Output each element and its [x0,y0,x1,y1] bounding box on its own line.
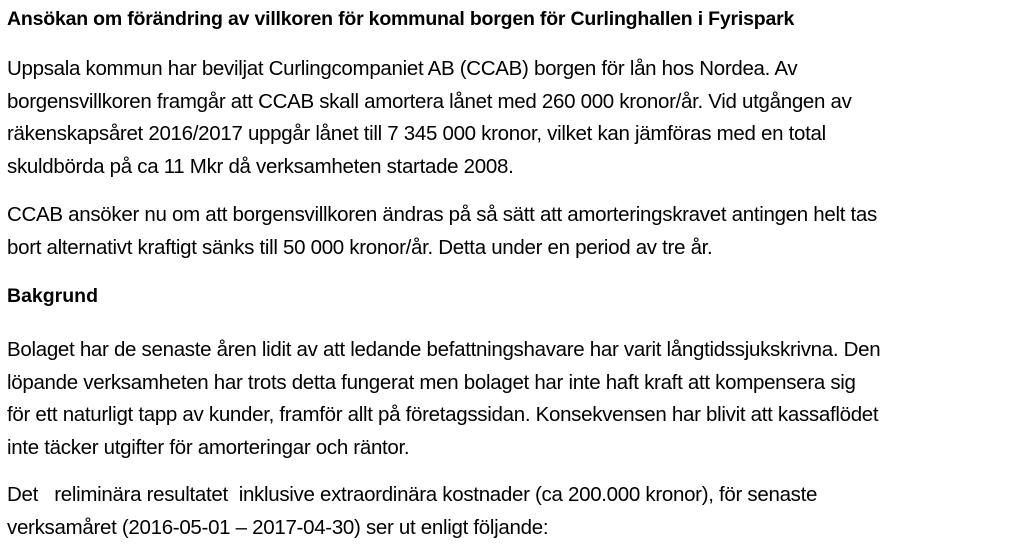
text-line: inte täcker utgifter för amorteringar och räntor. [7,432,880,465]
document-title: Ansökan om förändring av villkoren för kommunal borgen för Curlinghallen i Fyrispark [7,6,794,32]
text-line: borgensvillkoren framgår att CCAB skall amortera lånet med 260 000 kronor/år. Vid utgången av [7,86,852,119]
section-heading-bakgrund: Bakgrund [7,283,98,309]
text-line: Det reliminära resultatet inklusive extraordinära kostnader (ca 200.000 kronor), för senaste [7,479,817,512]
paragraph-borgen-intro [7,53,852,183]
text-line: Bolaget har de senaste åren lidit av att ledande befattningshavare har varit långtidssjukskrivna. Den [7,334,880,367]
text-line: Uppsala kommun har beviljat Curlingcompaniet AB (CCAB) borgen för lån hos Nordea. Av [7,53,852,86]
text-line: för ett naturligt tapp av kunder, framför allt på företagssidan. Konsekvensen har blivit att kassaflödet [7,399,880,432]
text-line: bort alternativt kraftigt sänks till 50 000 kronor/år. Detta under en period av tre år. [7,232,877,265]
text-line: löpande verksamheten har trots detta fungerat men bolaget har inte haft kraft att kompensera sig [7,367,880,400]
text-line: verksamåret (2016-05-01 – 2017-04-30) ser ut enligt följande: [7,512,817,544]
text-line: skuldbörda på ca 11 Mkr då verksamheten startade 2008. [7,151,852,184]
text-line: CCAB ansöker nu om att borgensvillkoren ändras på så sätt att amorteringskravet antingen helt tas [7,199,877,232]
paragraph-resultat [7,479,817,544]
paragraph-ansokan [7,199,877,264]
text-line: räkenskapsåret 2016/2017 uppgår lånet till 7 345 000 kronor, vilket kan jämföras med en total [7,118,852,151]
paragraph-bakgrund [7,334,880,464]
